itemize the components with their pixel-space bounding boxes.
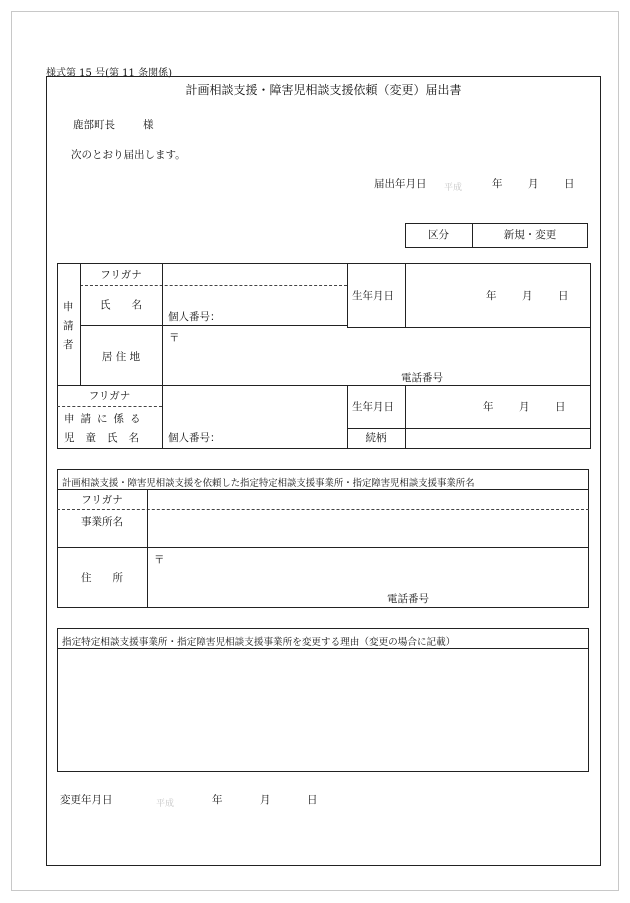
child-furigana-label: フリガナ: [88, 390, 131, 402]
applicant-postal-mark: 〒: [169, 332, 180, 344]
applicant-name-label: 氏 名: [100, 299, 142, 311]
form-title: 計画相談支援・障害児相談支援依頼（変更）届出書: [185, 83, 462, 97]
child-label-line2: 児童氏名: [64, 432, 150, 444]
child-personal-number-label: 個人番号：: [168, 432, 221, 444]
intro-text: 次のとおり届出します。: [71, 149, 186, 161]
office-furigana-label: フリガナ: [81, 494, 123, 506]
submission-date-label: 届出年月日: [374, 178, 427, 190]
change-date-label: 変更年月日: [60, 794, 113, 806]
reason-heading: 指定特定相談支援事業所・指定障害児相談支援事業所を変更する理由（変更の場合に記載）: [62, 637, 456, 648]
child-birth-month: 月: [519, 401, 530, 413]
change-month-unit: 月: [260, 794, 271, 806]
submission-year-unit: 年: [492, 178, 503, 190]
child-birth-year: 年: [483, 401, 494, 413]
submission-era: 平成: [444, 183, 463, 193]
office-name-label: 事業所名: [81, 516, 123, 528]
reason-box[interactable]: [57, 628, 589, 772]
office-address-label: 住 所: [81, 572, 123, 584]
category-label: 区分: [428, 229, 449, 241]
honorific: 様: [143, 119, 154, 131]
change-year-unit: 年: [212, 794, 223, 806]
submission-day-unit: 日: [564, 178, 575, 190]
child-birth-day: 日: [555, 401, 566, 413]
applicant-section-label: 申請者: [63, 301, 74, 351]
change-day-unit: 日: [307, 794, 318, 806]
child-relation-label: 続柄: [365, 432, 387, 444]
applicant-phone-label: 電話番号: [401, 372, 443, 384]
office-postal-mark: 〒: [154, 554, 165, 566]
submission-month-unit: 月: [528, 178, 539, 190]
child-label-line1: 申請に係る: [64, 413, 147, 425]
office-heading: 計画相談支援・障害児相談支援を依頼した指定特定相談支援事業所・指定障害児相談支援事業所名: [62, 478, 475, 489]
category-value[interactable]: 新規・変更: [503, 229, 557, 241]
change-era: 平成: [156, 799, 175, 809]
form-number: 様式第 15 号(第 11 条関係): [46, 68, 172, 79]
applicant-birth-year: 年: [486, 290, 497, 302]
applicant-birth-month: 月: [522, 290, 533, 302]
applicant-furigana-label: フリガナ: [100, 269, 142, 281]
applicant-birth-label: 生年月日: [352, 290, 394, 302]
addressee: 鹿部町長: [73, 119, 115, 131]
applicant-address-label: 居 住 地: [101, 351, 141, 363]
child-birth-label: 生年月日: [352, 401, 394, 413]
applicant-birth-day: 日: [558, 290, 569, 302]
office-phone-label: 電話番号: [387, 593, 429, 605]
applicant-personal-number-label: 個人番号：: [168, 311, 221, 323]
